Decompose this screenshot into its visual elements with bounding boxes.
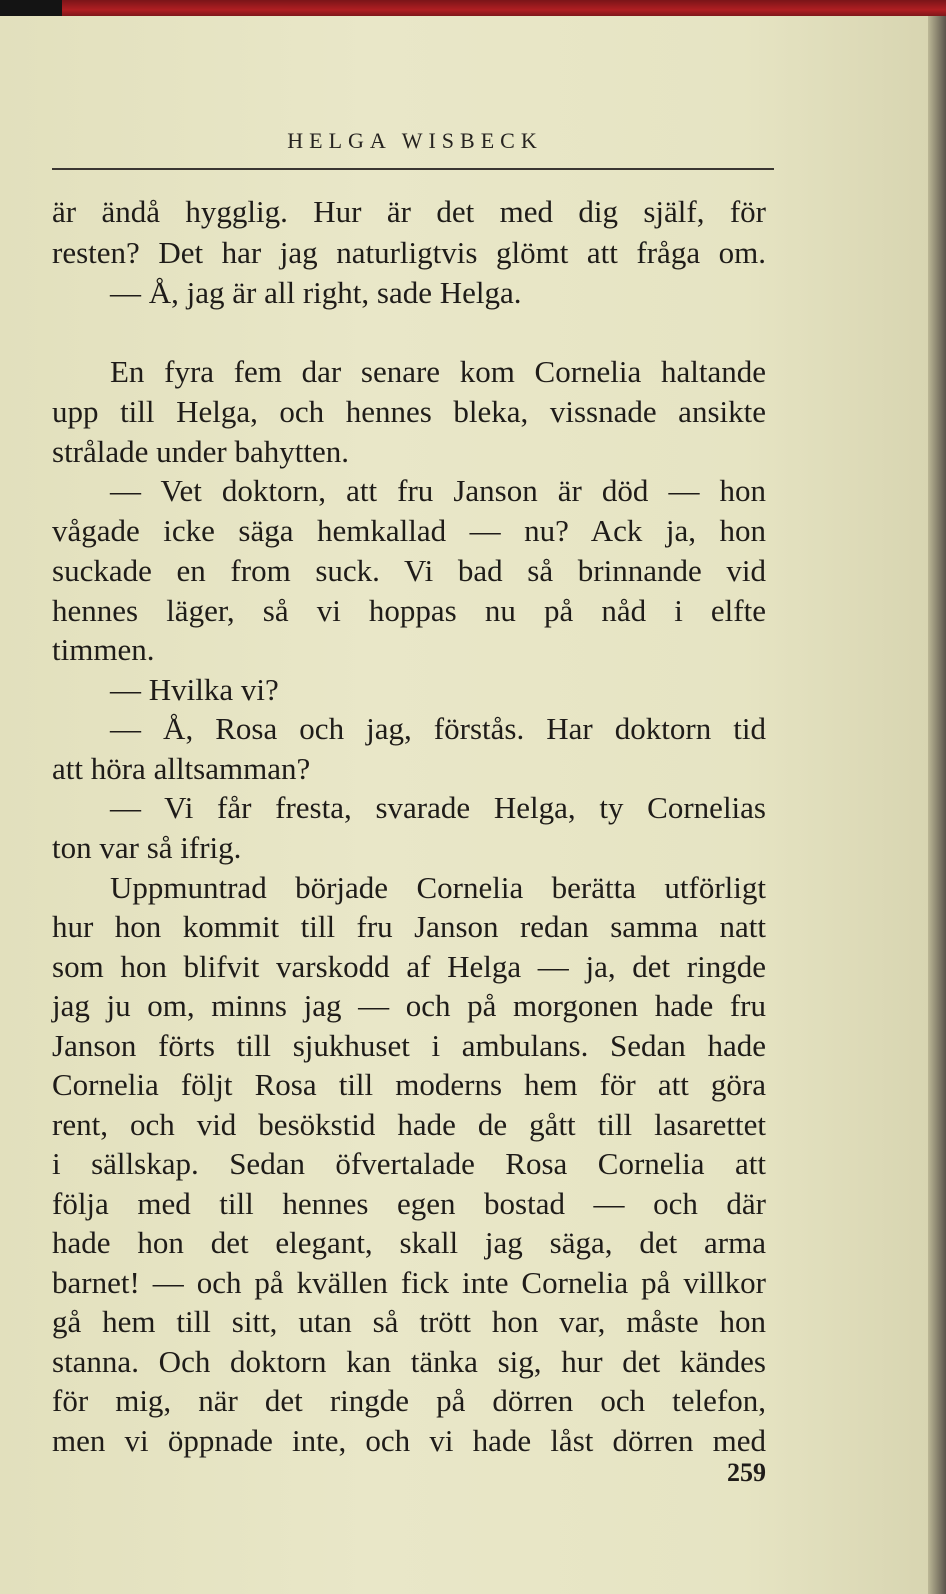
text-line: hade hon det elegant, skall jag säga, det arma <box>52 1225 766 1260</box>
text-line: för mig, när det ringde på dörren och telefon, <box>52 1383 766 1418</box>
text-line: barnet! — och på kvällen fick inte Cornelia på villkor <box>52 1265 766 1300</box>
text-line: timmen. <box>52 632 155 667</box>
text-line: upp till Helga, och hennes bleka, vissnade ansikte <box>52 394 766 429</box>
text-line: Uppmuntrad började Cornelia berätta utförligt <box>110 870 766 905</box>
book-page <box>0 16 928 1594</box>
text-line: — Vi får fresta, svarade Helga, ty Cornelias <box>110 790 766 825</box>
text-line: i sällskap. Sedan öfvertalade Rosa Cornelia att <box>52 1146 766 1181</box>
page-edge-shadow <box>928 16 946 1594</box>
text-line: stanna. Och doktorn kan tänka sig, hur det kändes <box>52 1344 766 1379</box>
text-line: gå hem till sitt, utan så trött hon var, måste hon <box>52 1304 766 1339</box>
text-line: strålade under bahytten. <box>52 434 349 469</box>
text-line: — Hvilka vi? <box>110 672 279 707</box>
text-line: hennes läger, så vi hoppas nu på nåd i elfte <box>52 593 766 628</box>
text-line: som hon blifvit varskodd af Helga — ja, det ringde <box>52 949 766 984</box>
text-line: — Å, jag är all right, sade Helga. <box>110 275 522 310</box>
text-line: jag ju om, minns jag — och på morgonen hade fru <box>52 988 766 1023</box>
text-line: resten? Det har jag naturligtvis glömt att fråga om. <box>52 235 766 270</box>
text-line: Cornelia följt Rosa till moderns hem för att göra <box>52 1067 766 1102</box>
text-line: — Vet doktorn, att fru Janson är död — hon <box>110 473 766 508</box>
text-line: att höra alltsamman? <box>52 751 311 786</box>
text-line: är ändå hygglig. Hur är det med dig själf, för <box>52 194 766 229</box>
text-line: Janson förts till sjukhuset i ambulans. Sedan hade <box>52 1028 766 1063</box>
text-line: men vi öppnade inte, och vi hade låst dörren med <box>52 1423 766 1458</box>
text-line: — Å, Rosa och jag, förstås. Har doktorn tid <box>110 711 766 746</box>
text-line: vågade icke säga hemkallad — nu? Ack ja, hon <box>52 513 766 548</box>
text-line: hur hon kommit till fru Janson redan samma natt <box>52 909 766 944</box>
text-line: ton var så ifrig. <box>52 830 242 865</box>
text-line: rent, och vid besökstid hade de gått till lasarettet <box>52 1107 766 1142</box>
header-rule <box>52 168 774 170</box>
text-line: En fyra fem dar senare kom Cornelia haltande <box>110 354 766 389</box>
running-head: HELGA WISBECK <box>287 128 543 153</box>
text-line: suckade en from suck. Vi bad så brinnande vid <box>52 553 766 588</box>
text-line: följa med till hennes egen bostad — och där <box>52 1186 766 1221</box>
page-number: 259 <box>727 1458 766 1487</box>
